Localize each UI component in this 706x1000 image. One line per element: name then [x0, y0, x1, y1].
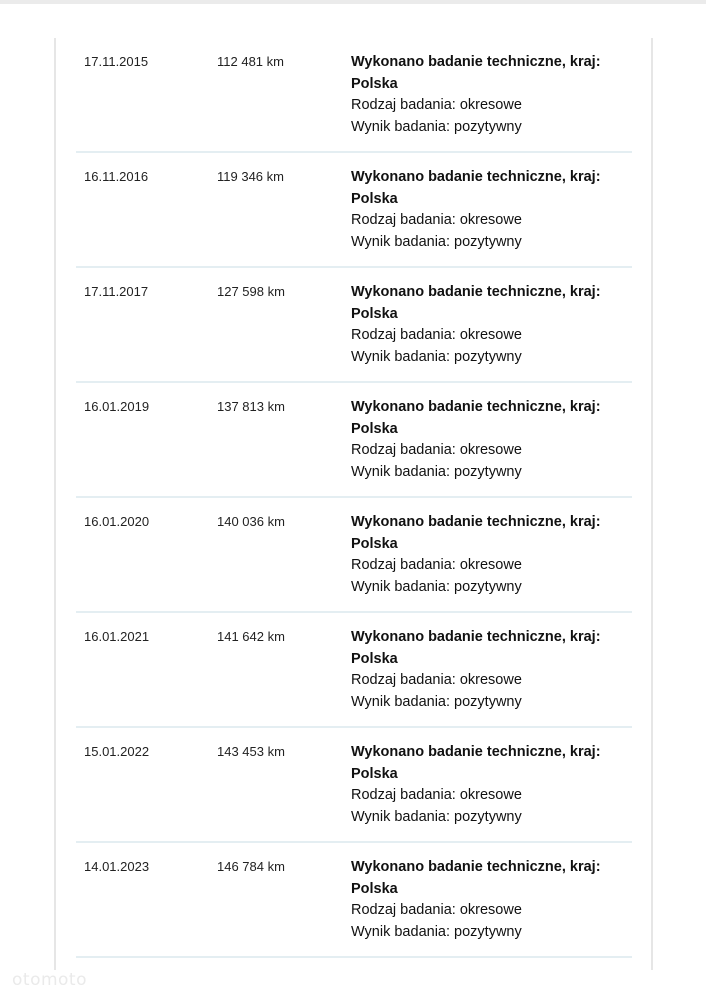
inspection-row — [76, 728, 632, 843]
inspection-row — [76, 383, 632, 498]
watermark-logo: otomoto — [12, 970, 87, 990]
inspection-history-list — [76, 38, 632, 958]
inspection-type: Rodzaj badania: okresowe — [351, 672, 522, 688]
inspection-mileage: 112 481 km — [217, 54, 284, 69]
inspection-type: Rodzaj badania: okresowe — [351, 557, 522, 573]
inspection-date: 15.01.2022 — [84, 744, 150, 759]
inspection-mileage: 140 036 km — [217, 514, 285, 529]
inspection-row — [76, 843, 632, 958]
inspection-result: Wynik badania: pozytywny — [351, 693, 522, 710]
inspection-description — [351, 397, 621, 483]
inspection-date: 17.11.2017 — [84, 284, 149, 299]
inspection-type: Rodzaj badania: okresowe — [351, 787, 522, 803]
inspection-result: Wynik badania: pozytywny — [351, 923, 522, 940]
inspection-description — [351, 52, 621, 138]
inspection-row — [76, 38, 632, 153]
inspection-row — [76, 268, 632, 383]
inspection-mileage: 137 813 km — [217, 399, 285, 414]
inspection-type: Rodzaj badania: okresowe — [351, 212, 522, 228]
inspection-date: 14.01.2023 — [84, 859, 150, 874]
inspection-title: Wykonano badanie techniczne, kraj: Polska — [351, 629, 601, 667]
inspection-mileage: 143 453 km — [217, 744, 285, 759]
inspection-description — [351, 627, 621, 713]
inspection-title: Wykonano badanie techniczne, kraj: Polska — [351, 859, 601, 897]
inspection-row — [76, 613, 632, 728]
inspection-mileage: 119 346 km — [217, 169, 284, 184]
top-divider — [0, 0, 706, 4]
inspection-date: 17.11.2015 — [84, 54, 149, 69]
inspection-title: Wykonano badanie techniczne, kraj: Polska — [351, 744, 601, 782]
inspection-description — [351, 857, 621, 943]
inspection-date: 16.11.2016 — [84, 169, 149, 184]
inspection-description — [351, 742, 621, 828]
inspection-result: Wynik badania: pozytywny — [351, 463, 522, 480]
inspection-result: Wynik badania: pozytywny — [351, 808, 522, 825]
inspection-description — [351, 282, 621, 368]
inspection-type: Rodzaj badania: okresowe — [351, 902, 522, 918]
inspection-mileage: 127 598 km — [217, 284, 285, 299]
inspection-date: 16.01.2021 — [84, 629, 150, 644]
inspection-mileage: 141 642 km — [217, 629, 285, 644]
inspection-title: Wykonano badanie techniczne, kraj: Polska — [351, 399, 601, 437]
content-border-right — [651, 38, 653, 970]
inspection-title: Wykonano badanie techniczne, kraj: Polska — [351, 284, 601, 322]
inspection-row — [76, 498, 632, 613]
inspection-date: 16.01.2020 — [84, 514, 150, 529]
inspection-date: 16.01.2019 — [84, 399, 150, 414]
inspection-result: Wynik badania: pozytywny — [351, 578, 522, 595]
inspection-type: Rodzaj badania: okresowe — [351, 327, 522, 343]
inspection-title: Wykonano badanie techniczne, kraj: Polska — [351, 54, 601, 92]
inspection-result: Wynik badania: pozytywny — [351, 348, 522, 365]
inspection-description — [351, 167, 621, 253]
inspection-type: Rodzaj badania: okresowe — [351, 97, 522, 113]
inspection-mileage: 146 784 km — [217, 859, 285, 874]
inspection-type: Rodzaj badania: okresowe — [351, 442, 522, 458]
inspection-title: Wykonano badanie techniczne, kraj: Polska — [351, 514, 601, 552]
inspection-result: Wynik badania: pozytywny — [351, 118, 522, 135]
content-border-left — [54, 38, 56, 970]
inspection-row — [76, 153, 632, 268]
inspection-title: Wykonano badanie techniczne, kraj: Polska — [351, 169, 601, 207]
inspection-result: Wynik badania: pozytywny — [351, 233, 522, 250]
inspection-description — [351, 512, 621, 598]
